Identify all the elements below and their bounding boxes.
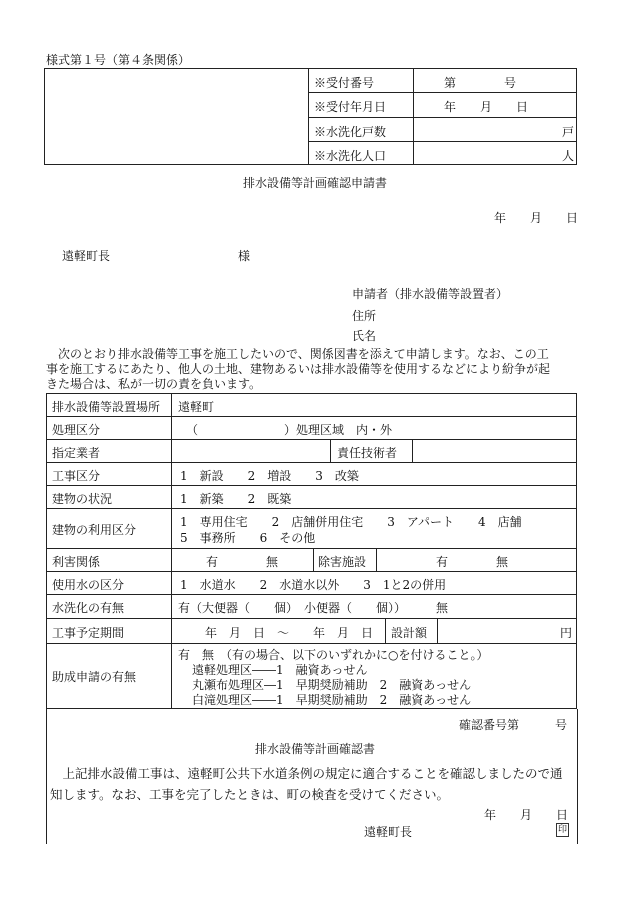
building-use-line1: 1 専用住宅 2 店舗併用住宅 3 アパート 4 店舗 xyxy=(180,515,522,529)
interest-label: 利害関係 xyxy=(52,555,101,569)
applicant-name-label: 氏名 xyxy=(352,329,377,343)
engineer-label: 責任技術者 xyxy=(337,446,398,460)
seal-mark: 印 xyxy=(557,825,567,835)
application-date: 年 月 日 xyxy=(494,211,579,225)
applicant-heading: 申請者（排水設備等設置者） xyxy=(352,287,509,301)
removal-facility-value: 有 無 xyxy=(436,555,509,569)
reception-number-label: ※受付番号 xyxy=(314,76,375,90)
form-number: 様式第１号（第４条関係） xyxy=(46,53,191,67)
confirmation-date: 年 月 日 xyxy=(484,808,569,822)
treatment-value: ）処理区域 内・外 xyxy=(284,423,393,437)
building-status-value: 1 新築 2 既築 xyxy=(180,492,292,506)
period-value: 年 月 日 ～ 年 月 日 xyxy=(205,626,374,640)
mayor-label: 遠軽町長 xyxy=(364,825,413,839)
water-source-label: 使用水の区分 xyxy=(52,578,125,592)
treatment-label: 処理区分 xyxy=(52,423,101,437)
flush-label: 水洗化の有無 xyxy=(52,601,125,615)
building-status-label: 建物の状況 xyxy=(52,492,113,506)
intro-line: 次のとおり排水設備等工事を施工したいので、関係図書を添えて申請します。なお、この工 xyxy=(46,347,549,361)
confirmation-title: 排水設備等計画確認書 xyxy=(254,742,375,756)
confirmation-number: 確認番号第 号 xyxy=(459,718,568,732)
removal-facility-label: 除害施設 xyxy=(318,555,367,569)
reception-number-value: 第 号 xyxy=(444,76,517,90)
contractor-label: 指定業者 xyxy=(52,446,101,460)
population-unit: 人 xyxy=(562,149,575,163)
households-unit: 戸 xyxy=(562,125,575,139)
period-label: 工事予定期間 xyxy=(52,626,125,640)
reception-date-label: ※受付年月日 xyxy=(314,100,387,114)
water-source-value: 1 水道水 2 水道水以外 3 1と2の併用 xyxy=(180,578,447,592)
flush-value: 有（大便器（ 個） 小便器（ 個）） 無 xyxy=(178,601,449,615)
building-use-label: 建物の利用区分 xyxy=(52,523,137,537)
treatment-paren: （ xyxy=(186,423,199,437)
work-type-label: 工事区分 xyxy=(52,469,101,483)
intro-line: きた場合は、私が一切の責を負います。 xyxy=(46,377,262,391)
subsidy-line2: 遠軽処理区――1 融資あっせん xyxy=(192,663,368,677)
intro-paragraph xyxy=(46,347,550,392)
work-type-value: 1 新設 2 増設 3 改築 xyxy=(180,469,359,483)
cost-label: 設計額 xyxy=(391,626,428,640)
intro-line: 事を施工するにあたり、他人の土地、建物あるいは排水設備等を使用するなどにより紛争が起 xyxy=(46,362,551,376)
location-label: 排水設備等設置場所 xyxy=(52,400,161,414)
building-use-line2: 5 事務所 6 その他 xyxy=(180,531,316,545)
interest-value: 有 無 xyxy=(206,555,279,569)
subsidy-line3: 丸瀬布処理区―1 早期奨励補助 2 融資あっせん xyxy=(192,678,472,692)
subsidy-line4: 白滝処理区――1 早期奨励補助 2 融資あっせん xyxy=(192,693,472,707)
applicant-address-label: 住所 xyxy=(352,309,377,323)
subsidy-line1: 有 無 （有の場合、以下のいずれかに○を付けること。） xyxy=(178,648,489,662)
population-label: ※水洗化人口 xyxy=(314,149,387,163)
location-value: 遠軽町 xyxy=(178,400,215,414)
subsidy-label: 助成申請の有無 xyxy=(52,670,137,684)
confirmation-text-1: 上記排水設備工事は、遠軽町公共下水道条例の規定に適合することを確認しましたので通 xyxy=(50,766,563,781)
cost-unit: 円 xyxy=(560,626,573,640)
addressee: 遠軽町長 xyxy=(62,249,111,263)
households-label: ※水洗化戸数 xyxy=(314,125,387,139)
page-title: 排水設備等計画確認申請書 xyxy=(242,176,387,190)
reception-date-value: 年 月 日 xyxy=(444,100,529,114)
addressee-suffix: 様 xyxy=(238,249,251,263)
confirmation-text-2: 知します。なお、工事を完了したときは、町の検査を受けてください。 xyxy=(50,787,450,802)
